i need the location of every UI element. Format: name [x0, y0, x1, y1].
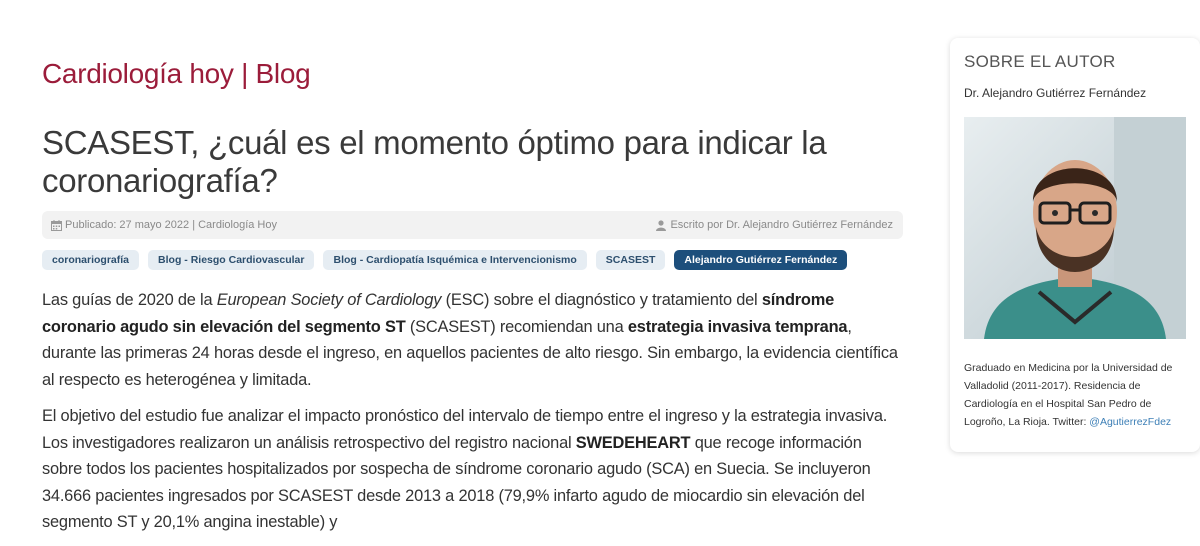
article-body — [42, 287, 904, 546]
post-meta-bar — [42, 211, 903, 239]
tag-riesgo-cardiovascular[interactable]: Blog - Riesgo Cardiovascular — [148, 250, 314, 270]
text-run: Las guías de 2020 de la — [42, 291, 217, 309]
paragraph-2 — [42, 403, 904, 536]
publish-date: Publicado: 27 mayo 2022 | Cardiología Hoy — [65, 219, 277, 231]
author-name: Dr. Alejandro Gutiérrez Fernández — [964, 86, 1147, 100]
tag-author[interactable]: Alejandro Gutiérrez Fernández — [674, 250, 847, 270]
author-portrait-icon — [964, 117, 1186, 339]
author-info — [656, 219, 893, 231]
author-byline: Escrito por Dr. Alejandro Gutiérrez Fernández — [670, 219, 893, 231]
author-sidebar — [950, 38, 1200, 452]
author-photo — [964, 117, 1186, 339]
twitter-link[interactable]: @AgutierrezFdez — [1089, 416, 1172, 428]
user-icon — [656, 220, 666, 231]
publish-info — [51, 219, 277, 231]
calendar-icon — [51, 220, 62, 231]
tag-list — [42, 250, 847, 270]
text-run: El objetivo del estudio fue analizar el impacto pronóstico del intervalo de tiempo entre el ingreso y la estrategia invasiva. Los investigadores realizaron un análisis retrospectivo del registro nacional — [42, 407, 888, 452]
sidebar-heading: SOBRE EL AUTOR — [964, 52, 1116, 71]
text-run: (ESC) sobre el diagnóstico y tratamiento del — [441, 291, 762, 309]
paragraph-1 — [42, 287, 904, 393]
text-run-bold: SWEDEHEART — [575, 433, 691, 452]
tag-cardiopatia-isquemica[interactable]: Blog - Cardiopatía Isquémica e Intervencionismo — [323, 250, 586, 270]
blog-title[interactable]: Cardiología hoy | Blog — [42, 58, 311, 89]
text-run-italic: European Society of Cardiology — [216, 291, 442, 309]
bio-text: Graduado en Medicina por la Universidad de Valladolid (2011-2017). Residencia de Cardiología en el Hospital San Pedro de Logroño, La Rioja. Twitter: — [964, 362, 1173, 428]
text-run-bold: estrategia invasiva temprana — [627, 317, 848, 336]
text-run-bold: síndrome coronario agudo sin elevación del segmento ST — [42, 291, 835, 336]
author-bio — [964, 359, 1188, 431]
text-run: , durante las primeras 24 horas desde el ingreso, en aquellos pacientes de alto riesgo. Sin embargo, la evidencia científica al respecto es heterogénea y limitada. — [42, 317, 898, 389]
text-run: que recoge información sobre todos los pacientes hospitalizados por sospecha de síndrome coronario agudo (SCA) en Suecia. Se incluyeron 34.666 pacientes ingresados por SCASEST desde 2013 a 2018 (79,9% infarto agudo de miocardio sin elevación del segmento ST y 20,1% angina inestable) y — [42, 433, 871, 531]
text-run: (SCASEST) recomiendan una — [405, 317, 628, 336]
tag-coronariografia[interactable]: coronariografía — [42, 250, 139, 270]
post-title: SCASEST, ¿cuál es el momento óptimo para indicar la coronariografía? — [42, 124, 827, 199]
tag-scasest[interactable]: SCASEST — [596, 250, 666, 270]
